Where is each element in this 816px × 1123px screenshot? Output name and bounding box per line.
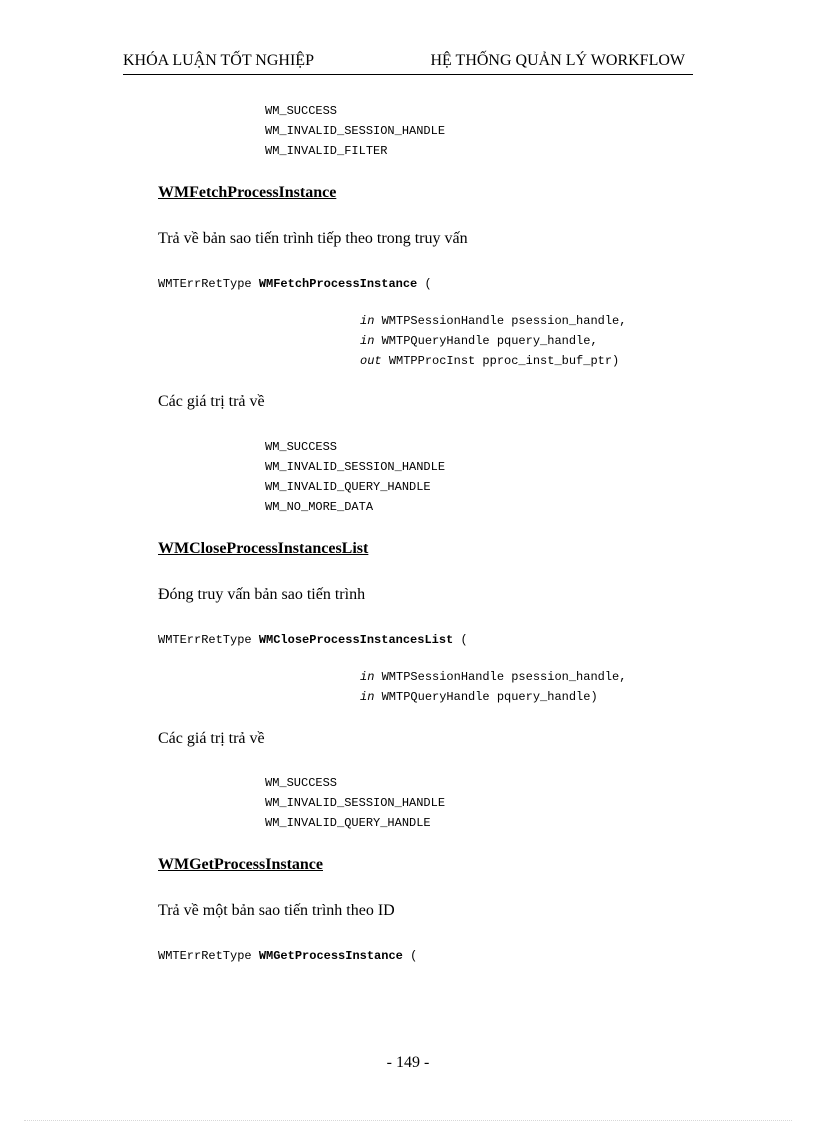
header-right-title: HỆ THỐNG QUẢN LÝ WORKFLOW xyxy=(430,52,685,69)
return-code: WM_SUCCESS xyxy=(265,104,338,118)
function-name: WMGetProcessInstance xyxy=(258,949,403,963)
return-code: WM_INVALID_SESSION_HANDLE xyxy=(265,796,446,810)
returns-label: Các giá trị trả về xyxy=(158,730,265,747)
parameter-line xyxy=(360,670,626,684)
returns-label: Các giá trị trả về xyxy=(158,393,265,410)
return-type: WMTErrRetType xyxy=(158,633,252,647)
return-code: WM_SUCCESS xyxy=(265,776,338,790)
page-bottom-divider xyxy=(24,1120,792,1121)
return-type: WMTErrRetType xyxy=(158,277,252,291)
open-paren: ( xyxy=(424,277,432,291)
header-left-title: KHÓA LUẬN TỐT NGHIỆP xyxy=(123,52,314,69)
section-heading-close: WMCloseProcessInstancesList xyxy=(158,540,369,557)
section-heading-fetch: WMFetchProcessInstance xyxy=(158,184,337,201)
return-code: WM_INVALID_SESSION_HANDLE xyxy=(265,460,446,474)
param-mode: out xyxy=(360,354,382,368)
page-header xyxy=(123,50,693,75)
param-mode: in xyxy=(360,314,375,328)
param-mode: in xyxy=(360,690,375,704)
function-signature xyxy=(158,633,468,647)
function-signature xyxy=(158,949,417,963)
return-code: WM_SUCCESS xyxy=(265,440,338,454)
return-code: WM_INVALID_QUERY_HANDLE xyxy=(265,816,431,830)
param-text: WMTPQueryHandle pquery_handle, xyxy=(381,334,598,348)
parameter-line xyxy=(360,354,619,368)
section-description: Trả về bản sao tiến trình tiếp theo trong truy vấn xyxy=(158,230,468,247)
section-description: Trả về một bản sao tiến trình theo ID xyxy=(158,902,395,919)
return-code: WM_INVALID_FILTER xyxy=(265,144,388,158)
param-mode: in xyxy=(360,670,375,684)
parameter-line xyxy=(360,690,598,704)
parameter-line xyxy=(360,314,626,328)
param-text: WMTPQueryHandle pquery_handle) xyxy=(381,690,598,704)
return-type: WMTErrRetType xyxy=(158,949,252,963)
open-paren: ( xyxy=(410,949,418,963)
return-code: WM_INVALID_QUERY_HANDLE xyxy=(265,480,431,494)
function-name: WMCloseProcessInstancesList xyxy=(258,633,454,647)
section-heading-get: WMGetProcessInstance xyxy=(158,856,323,873)
function-name: WMFetchProcessInstance xyxy=(258,277,418,291)
page-number: - 149 - xyxy=(386,1054,430,1071)
param-text: WMTPProcInst pproc_inst_buf_ptr) xyxy=(388,354,620,368)
open-paren: ( xyxy=(460,633,468,647)
parameter-line xyxy=(360,334,598,348)
param-text: WMTPSessionHandle psession_handle, xyxy=(381,314,627,328)
param-text: WMTPSessionHandle psession_handle, xyxy=(381,670,627,684)
function-signature xyxy=(158,277,432,291)
section-description: Đóng truy vấn bản sao tiến trình xyxy=(158,586,366,603)
param-mode: in xyxy=(360,334,375,348)
return-code: WM_NO_MORE_DATA xyxy=(265,500,374,514)
return-code: WM_INVALID_SESSION_HANDLE xyxy=(265,124,446,138)
